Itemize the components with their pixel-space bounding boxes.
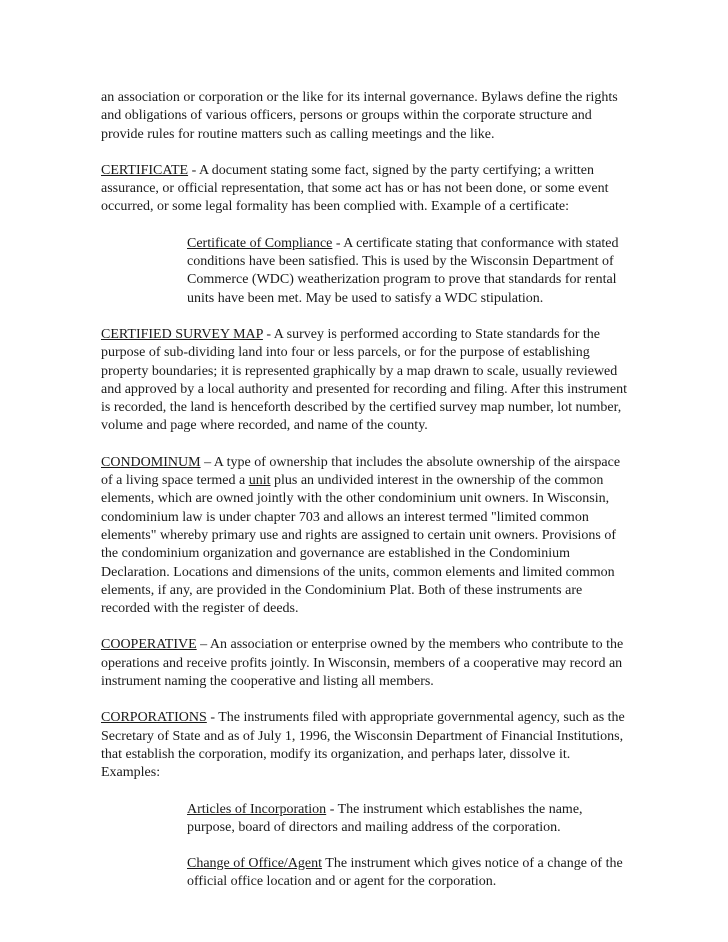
- certified-survey-map-term: CERTIFIED SURVEY MAP: [101, 326, 263, 342]
- condominium-unit-word: unit: [248, 473, 271, 489]
- document-page: [101, 89, 631, 910]
- certificate-of-compliance-definition: - A certificate stating that conformance with stated conditions have been satisfied. This is used by the Wisconsin Department of Commerce (WDC) weatherization program to prove that standards for rental units have been met. May be used to satisfy a WDC stipulation.: [187, 235, 619, 306]
- condominium-definition-part-1: – A type of ownership that includes the absolute ownership of the airspace of a living space termed a: [101, 454, 621, 489]
- certified-survey-map-entry: [101, 326, 631, 436]
- cooperative-term: COOPERATIVE: [101, 637, 197, 653]
- condominium-definition-part-2: plus an undivided interest in the ownership of the common elements, which are owned jointly with the other condominium unit owners. In Wisconsin, condominium law is under chapter 703 and allows an interest termed "limited common elements" whereby primary use and rights are assigned to certain unit owners. Provisions of the condominium organization and governance are established in the Condominium Declaration. Locations and dimensions of the units, common elements and limited common elements, if any, are provided in the Condominium Plat. Both of these instruments are recorded with the register of deeds.: [101, 473, 617, 617]
- intro-paragraph: [101, 89, 631, 144]
- certificate-definition: - A document stating some fact, signed by the party certifying; a written assurance, or official representation, that some act has or has not been done, or some event occurred, or some legal formality has been complied with. Example of a certificate:: [101, 162, 609, 215]
- change-of-office-agent-definition: The instrument which gives notice of a change of the official office location and or agent for the corporation.: [187, 856, 623, 890]
- certificate-of-compliance-entry: [187, 235, 631, 308]
- articles-of-incorporation-term: Articles of Incorporation: [187, 801, 327, 817]
- cooperative-entry: [101, 636, 631, 691]
- change-of-office-agent-term: Change of Office/Agent: [187, 856, 323, 872]
- certified-survey-map-definition: - A survey is performed according to State standards for the purpose of sub-dividing land into four or less parcels, or for the purpose of establishing property boundaries; it is represented graphically by a map drawn to scale, usually reviewed and approved by a local authority and presented for recording and filing. After this instrument is recorded, the land is henceforth described by the certified survey map number, lot number, volume and page where recorded, and name of the county.: [101, 326, 628, 434]
- certificate-term: CERTIFICATE: [101, 162, 189, 178]
- corporations-definition: - The instruments filed with appropriate governmental agency, such as the Secretary of State and as of July 1, 1996, the Wisconsin Department of Financial Institutions, that establish the corporation, modify its organization, and perhaps later, dissolve it. Examples:: [101, 710, 625, 781]
- corporations-entry: [101, 709, 631, 782]
- certificate-entry: [101, 162, 631, 217]
- condominium-entry: [101, 454, 631, 619]
- articles-of-incorporation-definition: - The instrument which establishes the name, purpose, board of directors and mailing address of the corporation.: [187, 801, 583, 835]
- articles-of-incorporation-entry: [187, 801, 631, 838]
- condominium-term: CONDOMINUM: [101, 454, 201, 470]
- intro-text: an association or corporation or the like for its internal governance. Bylaws define the rights and obligations of various officers, persons or groups within the corporate structure and provide rules for routine matters such as calling meetings and the like.: [101, 90, 618, 142]
- corporations-term: CORPORATIONS: [101, 710, 207, 726]
- cooperative-definition: – An association or enterprise owned by the members who contribute to the operations and receive profits jointly. In Wisconsin, members of a cooperative may record an instrument naming the cooperative and listing all members.: [101, 637, 624, 690]
- certificate-of-compliance-term: Certificate of Compliance: [187, 235, 333, 251]
- change-of-office-agent-entry: [187, 855, 631, 892]
